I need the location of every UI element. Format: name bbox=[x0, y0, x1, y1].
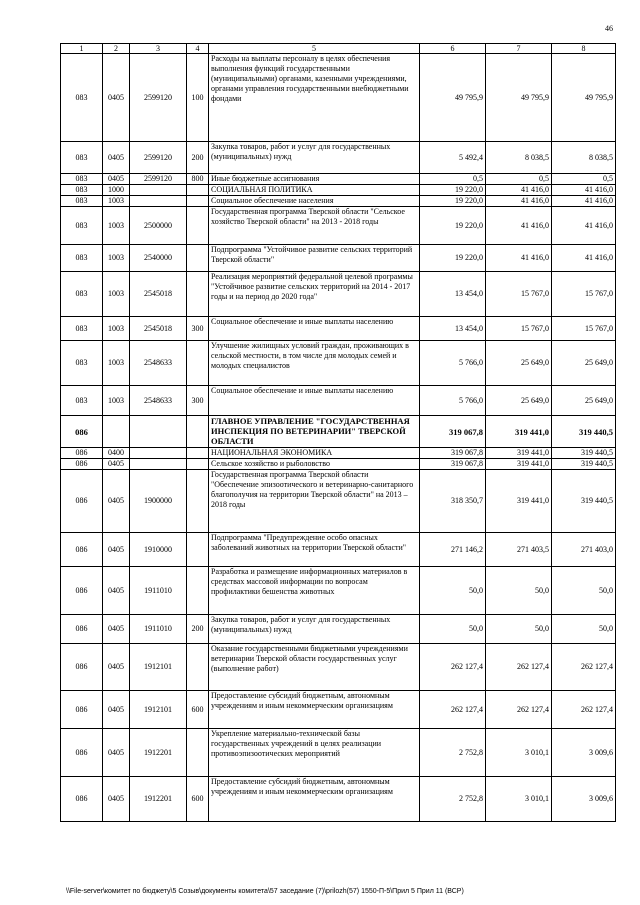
value-col6: 5 492,4 bbox=[420, 142, 486, 174]
row-description: Государственная программа Тверской области "Сельское хозяйство Тверской области" на 2013 - 2018 годы bbox=[209, 207, 420, 245]
value-col7: 50,0 bbox=[486, 567, 552, 615]
code-expense-type: 600 bbox=[187, 691, 209, 729]
value-col8: 15 767,0 bbox=[552, 272, 616, 317]
value-col6: 319 067,8 bbox=[420, 448, 486, 459]
table-row bbox=[61, 777, 616, 822]
code-ministry: 086 bbox=[61, 729, 103, 777]
value-col8: 262 127,4 bbox=[552, 691, 616, 729]
value-col7: 41 416,0 bbox=[486, 245, 552, 272]
code-section: 0400 bbox=[103, 448, 130, 459]
file-path-footer: \\File-server\комитет по бюджету\5 Созыв\документы комитета\57 заседание (7)\prilozh(57) 1550-П-5\Прил 5 Прил 11 (ВСР) bbox=[66, 888, 464, 895]
value-col6: 262 127,4 bbox=[420, 644, 486, 691]
value-col7: 50,0 bbox=[486, 615, 552, 644]
code-section: 1003 bbox=[103, 245, 130, 272]
code-ministry: 083 bbox=[61, 185, 103, 196]
table-row bbox=[61, 142, 616, 174]
code-section: 0405 bbox=[103, 470, 130, 533]
code-ministry: 083 bbox=[61, 54, 103, 142]
code-ministry: 083 bbox=[61, 245, 103, 272]
code-target bbox=[130, 448, 187, 459]
row-description: Закупка товаров, работ и услуг для государственных (муниципальных) нужд bbox=[209, 615, 420, 644]
code-target: 2545018 bbox=[130, 317, 187, 341]
table-body bbox=[61, 54, 616, 822]
code-target: 1912101 bbox=[130, 644, 187, 691]
table-row bbox=[61, 207, 616, 245]
code-section: 1003 bbox=[103, 317, 130, 341]
table-row bbox=[61, 691, 616, 729]
code-expense-type bbox=[187, 729, 209, 777]
code-target: 2599120 bbox=[130, 142, 187, 174]
code-target: 1912101 bbox=[130, 691, 187, 729]
row-description: Расходы на выплаты персоналу в целях обеспечения выполнения функций государственными (муниципальными) органами, казенными учреждениями, органами управления государственными внебюджетными фондами bbox=[209, 54, 420, 142]
code-expense-type bbox=[187, 245, 209, 272]
table-row bbox=[61, 185, 616, 196]
code-section: 1003 bbox=[103, 207, 130, 245]
code-ministry: 083 bbox=[61, 272, 103, 317]
value-col7: 319 441,0 bbox=[486, 416, 552, 448]
code-section: 1003 bbox=[103, 341, 130, 386]
table-row bbox=[61, 54, 616, 142]
value-col6: 19 220,0 bbox=[420, 196, 486, 207]
code-section: 0405 bbox=[103, 533, 130, 567]
row-description: Сельское хозяйство и рыболовство bbox=[209, 459, 420, 470]
budget-table bbox=[60, 43, 616, 822]
table-row bbox=[61, 272, 616, 317]
col-header-2: 2 bbox=[103, 44, 130, 54]
col-header-6: 6 bbox=[420, 44, 486, 54]
value-col7: 41 416,0 bbox=[486, 196, 552, 207]
table-row bbox=[61, 459, 616, 470]
value-col8: 319 440,5 bbox=[552, 459, 616, 470]
code-target bbox=[130, 196, 187, 207]
value-col6: 318 350,7 bbox=[420, 470, 486, 533]
value-col7: 0,5 bbox=[486, 174, 552, 185]
value-col8: 50,0 bbox=[552, 615, 616, 644]
code-expense-type: 200 bbox=[187, 142, 209, 174]
code-section: 0405 bbox=[103, 615, 130, 644]
value-col6: 2 752,8 bbox=[420, 729, 486, 777]
table-row bbox=[61, 245, 616, 272]
code-expense-type bbox=[187, 459, 209, 470]
code-ministry: 083 bbox=[61, 142, 103, 174]
col-header-3: 3 bbox=[130, 44, 187, 54]
page-number: 46 bbox=[605, 24, 613, 33]
value-col8: 15 767,0 bbox=[552, 317, 616, 341]
value-col8: 3 009,6 bbox=[552, 729, 616, 777]
code-section: 1003 bbox=[103, 196, 130, 207]
code-expense-type bbox=[187, 272, 209, 317]
row-description: Социальное обеспечение и иные выплаты населению bbox=[209, 386, 420, 416]
code-section: 0405 bbox=[103, 459, 130, 470]
code-expense-type: 600 bbox=[187, 777, 209, 822]
table-row bbox=[61, 729, 616, 777]
row-description: Иные бюджетные ассигнования bbox=[209, 174, 420, 185]
value-col7: 49 795,9 bbox=[486, 54, 552, 142]
code-ministry: 086 bbox=[61, 416, 103, 448]
code-section: 0405 bbox=[103, 777, 130, 822]
row-description: ГЛАВНОЕ УПРАВЛЕНИЕ "ГОСУДАРСТВЕННАЯ ИНСПЕКЦИЯ ПО ВЕТЕРИНАРИИ" ТВЕРСКОЙ ОБЛАСТИ bbox=[209, 416, 420, 448]
code-section: 0405 bbox=[103, 644, 130, 691]
code-target: 2548633 bbox=[130, 386, 187, 416]
table-row bbox=[61, 644, 616, 691]
value-col8: 319 440,5 bbox=[552, 416, 616, 448]
value-col6: 5 766,0 bbox=[420, 386, 486, 416]
table-row bbox=[61, 196, 616, 207]
code-target: 1911010 bbox=[130, 567, 187, 615]
table-row bbox=[61, 533, 616, 567]
value-col7: 319 441,0 bbox=[486, 459, 552, 470]
code-ministry: 083 bbox=[61, 196, 103, 207]
code-target: 2548633 bbox=[130, 341, 187, 386]
value-col7: 25 649,0 bbox=[486, 386, 552, 416]
value-col6: 319 067,8 bbox=[420, 459, 486, 470]
table-row bbox=[61, 470, 616, 533]
row-description: Предоставление субсидий бюджетным, автономным учреждениям и иным некоммерческим организациям bbox=[209, 777, 420, 822]
code-target: 2540000 bbox=[130, 245, 187, 272]
value-col6: 271 146,2 bbox=[420, 533, 486, 567]
value-col8: 3 009,6 bbox=[552, 777, 616, 822]
code-ministry: 086 bbox=[61, 644, 103, 691]
table-row bbox=[61, 416, 616, 448]
row-description: Социальное обеспечение и иные выплаты населению bbox=[209, 317, 420, 341]
value-col7: 271 403,5 bbox=[486, 533, 552, 567]
table-row bbox=[61, 615, 616, 644]
value-col7: 319 441,0 bbox=[486, 470, 552, 533]
code-expense-type: 800 bbox=[187, 174, 209, 185]
code-ministry: 083 bbox=[61, 341, 103, 386]
value-col8: 319 440,5 bbox=[552, 448, 616, 459]
code-expense-type bbox=[187, 567, 209, 615]
value-col8: 0,5 bbox=[552, 174, 616, 185]
value-col6: 13 454,0 bbox=[420, 317, 486, 341]
value-col8: 49 795,9 bbox=[552, 54, 616, 142]
row-description: Подпрограмма "Предупреждение особо опасных заболеваний животных на территории Тверской области" bbox=[209, 533, 420, 567]
value-col6: 19 220,0 bbox=[420, 185, 486, 196]
code-target: 1912201 bbox=[130, 777, 187, 822]
code-section: 0405 bbox=[103, 142, 130, 174]
code-expense-type: 300 bbox=[187, 317, 209, 341]
code-section bbox=[103, 416, 130, 448]
row-description: Предоставление субсидий бюджетным, автономным учреждениям и иным некоммерческим организациям bbox=[209, 691, 420, 729]
table-row bbox=[61, 386, 616, 416]
row-description: Укрепление материально-технической базы государственных учреждений в целях реализации противоэпизоотических мероприятий bbox=[209, 729, 420, 777]
code-ministry: 086 bbox=[61, 567, 103, 615]
value-col6: 319 067,8 bbox=[420, 416, 486, 448]
code-target bbox=[130, 185, 187, 196]
value-col8: 41 416,0 bbox=[552, 207, 616, 245]
code-ministry: 083 bbox=[61, 386, 103, 416]
code-expense-type: 300 bbox=[187, 386, 209, 416]
row-description: Социальное обеспечение населения bbox=[209, 196, 420, 207]
value-col6: 13 454,0 bbox=[420, 272, 486, 317]
row-description: НАЦИОНАЛЬНАЯ ЭКОНОМИКА bbox=[209, 448, 420, 459]
code-expense-type: 100 bbox=[187, 54, 209, 142]
code-ministry: 086 bbox=[61, 615, 103, 644]
code-section: 0405 bbox=[103, 174, 130, 185]
code-expense-type bbox=[187, 185, 209, 196]
code-ministry: 083 bbox=[61, 174, 103, 185]
value-col8: 50,0 bbox=[552, 567, 616, 615]
col-header-5: 5 bbox=[209, 44, 420, 54]
code-expense-type bbox=[187, 448, 209, 459]
table-row bbox=[61, 174, 616, 185]
value-col7: 3 010,1 bbox=[486, 777, 552, 822]
code-target: 1911010 bbox=[130, 615, 187, 644]
code-expense-type bbox=[187, 196, 209, 207]
code-section: 1003 bbox=[103, 272, 130, 317]
header-row bbox=[61, 44, 616, 54]
row-description: Подпрограмма "Устойчивое развитие сельских территорий Тверской области" bbox=[209, 245, 420, 272]
code-ministry: 083 bbox=[61, 207, 103, 245]
code-section: 0405 bbox=[103, 567, 130, 615]
row-description: Разработка и размещение информационных материалов в средствах массовой информации по вопросам профилактики бешенства животных bbox=[209, 567, 420, 615]
row-description: Реализация мероприятий федеральной целевой программы "Устойчивое развитие сельских территорий на 2014 - 2017 годы и на период до 2020 года" bbox=[209, 272, 420, 317]
value-col7: 319 441,0 bbox=[486, 448, 552, 459]
code-section: 1000 bbox=[103, 185, 130, 196]
code-ministry: 083 bbox=[61, 317, 103, 341]
value-col6: 50,0 bbox=[420, 615, 486, 644]
value-col6: 49 795,9 bbox=[420, 54, 486, 142]
value-col6: 0,5 bbox=[420, 174, 486, 185]
code-target bbox=[130, 416, 187, 448]
code-expense-type bbox=[187, 533, 209, 567]
value-col8: 271 403,0 bbox=[552, 533, 616, 567]
table-row bbox=[61, 317, 616, 341]
code-ministry: 086 bbox=[61, 691, 103, 729]
code-target: 1910000 bbox=[130, 533, 187, 567]
code-expense-type bbox=[187, 207, 209, 245]
code-section: 0405 bbox=[103, 54, 130, 142]
value-col7: 41 416,0 bbox=[486, 207, 552, 245]
code-ministry: 086 bbox=[61, 448, 103, 459]
code-expense-type bbox=[187, 644, 209, 691]
code-expense-type bbox=[187, 341, 209, 386]
code-target: 2599120 bbox=[130, 54, 187, 142]
table-row bbox=[61, 567, 616, 615]
row-description: Оказание государственными бюджетными учреждениями ветеринарии Тверской области государственных услуг (выполнение работ) bbox=[209, 644, 420, 691]
col-header-7: 7 bbox=[486, 44, 552, 54]
table-row bbox=[61, 341, 616, 386]
value-col7: 15 767,0 bbox=[486, 317, 552, 341]
row-description: Государственная программа Тверской области "Обеспечение эпизоотического и ветеринарно-санитарного благополучия на территории Тверской области" на 2013 – 2018 годы bbox=[209, 470, 420, 533]
value-col7: 41 416,0 bbox=[486, 185, 552, 196]
value-col7: 262 127,4 bbox=[486, 644, 552, 691]
table-row bbox=[61, 448, 616, 459]
code-target bbox=[130, 459, 187, 470]
code-expense-type: 200 bbox=[187, 615, 209, 644]
code-target: 1900000 bbox=[130, 470, 187, 533]
code-ministry: 086 bbox=[61, 470, 103, 533]
value-col8: 319 440,5 bbox=[552, 470, 616, 533]
value-col8: 41 416,0 bbox=[552, 245, 616, 272]
value-col7: 262 127,4 bbox=[486, 691, 552, 729]
value-col8: 262 127,4 bbox=[552, 644, 616, 691]
value-col8: 25 649,0 bbox=[552, 341, 616, 386]
value-col6: 262 127,4 bbox=[420, 691, 486, 729]
code-section: 1003 bbox=[103, 386, 130, 416]
value-col7: 25 649,0 bbox=[486, 341, 552, 386]
code-target: 1912201 bbox=[130, 729, 187, 777]
value-col6: 2 752,8 bbox=[420, 777, 486, 822]
value-col7: 8 038,5 bbox=[486, 142, 552, 174]
value-col8: 41 416,0 bbox=[552, 185, 616, 196]
col-header-8: 8 bbox=[552, 44, 616, 54]
value-col6: 5 766,0 bbox=[420, 341, 486, 386]
code-target: 2500000 bbox=[130, 207, 187, 245]
code-ministry: 086 bbox=[61, 533, 103, 567]
value-col7: 15 767,0 bbox=[486, 272, 552, 317]
code-ministry: 086 bbox=[61, 777, 103, 822]
value-col6: 50,0 bbox=[420, 567, 486, 615]
value-col6: 19 220,0 bbox=[420, 245, 486, 272]
row-description: Закупка товаров, работ и услуг для государственных (муниципальных) нужд bbox=[209, 142, 420, 174]
value-col6: 19 220,0 bbox=[420, 207, 486, 245]
col-header-1: 1 bbox=[61, 44, 103, 54]
code-ministry: 086 bbox=[61, 459, 103, 470]
code-target: 2545018 bbox=[130, 272, 187, 317]
code-section: 0405 bbox=[103, 691, 130, 729]
value-col8: 41 416,0 bbox=[552, 196, 616, 207]
value-col8: 8 038,5 bbox=[552, 142, 616, 174]
row-description: Улучшение жилищных условий граждан, проживающих в сельской местности, в том числе для молодых семей и молодых специалистов bbox=[209, 341, 420, 386]
code-expense-type bbox=[187, 416, 209, 448]
value-col7: 3 010,1 bbox=[486, 729, 552, 777]
col-header-4: 4 bbox=[187, 44, 209, 54]
code-expense-type bbox=[187, 470, 209, 533]
code-target: 2599120 bbox=[130, 174, 187, 185]
value-col8: 25 649,0 bbox=[552, 386, 616, 416]
code-section: 0405 bbox=[103, 729, 130, 777]
row-description: СОЦИАЛЬНАЯ ПОЛИТИКА bbox=[209, 185, 420, 196]
